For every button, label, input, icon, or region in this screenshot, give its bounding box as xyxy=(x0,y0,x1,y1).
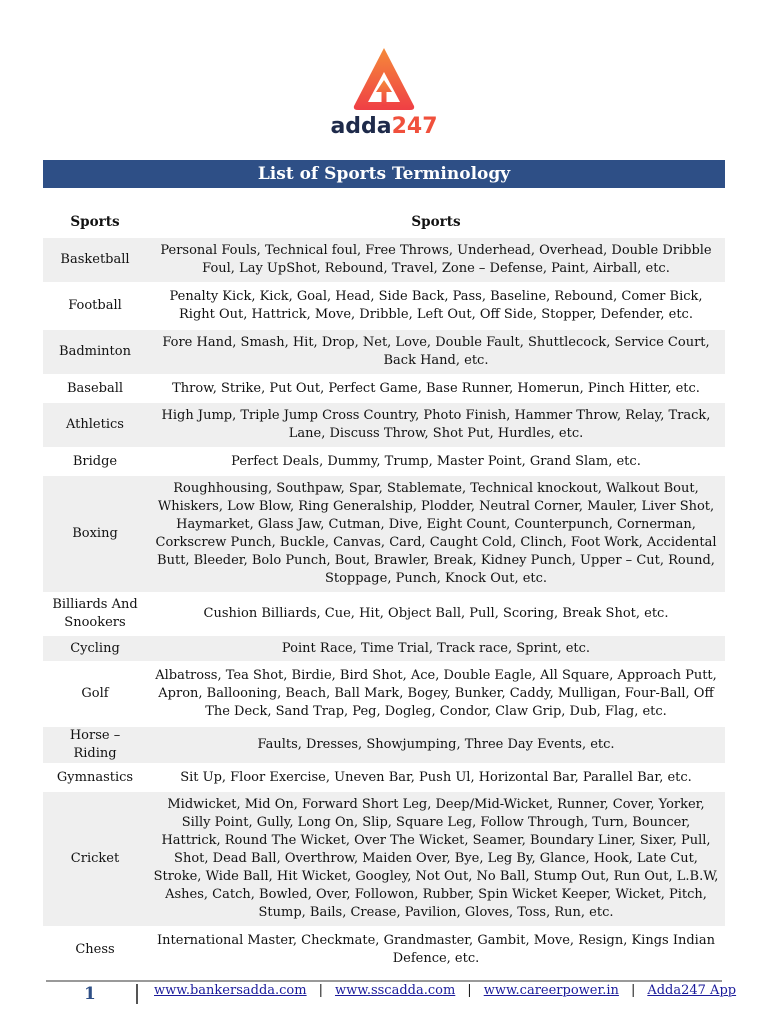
table-row xyxy=(43,476,725,592)
table-row xyxy=(43,284,725,328)
sport-name: Football xyxy=(68,298,122,313)
sport-name: Cricket xyxy=(43,792,147,926)
table-row xyxy=(43,376,725,401)
sport-terms: International Master, Checkmate, Grandmaster, Gambit, Move, Resign, Kings Indian Defence, etc. xyxy=(157,933,715,966)
sport-terms: Albatross, Tea Shot, Birdie, Bird Shot, Ace, Double Eagle, All Square, Approach Putt, Apron, Ballooning, Beach, Ball Mark, Bogey, Bunker, Caddy, Mulligan, Four-Ball, Off The Deck, Sand Trap, Peg, Dogleg, Condor, Claw Grip, Dub, Flag, etc. xyxy=(155,668,717,719)
link-adda247-app[interactable]: Adda247 App xyxy=(647,983,737,998)
sport-name: Athletics xyxy=(43,403,147,447)
adda247-logo-mark-icon xyxy=(352,46,416,112)
footer-vertical-bar xyxy=(136,984,138,1004)
table-row xyxy=(43,928,725,972)
footer-divider xyxy=(46,980,722,982)
page-number: 1 xyxy=(84,984,96,1004)
table-row xyxy=(43,727,725,763)
sport-name: Boxing xyxy=(43,476,147,592)
logo-text-main: adda xyxy=(330,114,392,139)
link-separator: | xyxy=(630,983,636,998)
header-terms: Sports xyxy=(411,214,461,230)
sport-terms: Personal Fouls, Technical foul, Free Throws, Underhead, Overhead, Double Dribble Foul, Lay UpShot, Rebound, Travel, Zone – Defense, Paint, Airball, etc. xyxy=(147,238,725,282)
sport-terms: Perfect Deals, Dummy, Trump, Master Point, Grand Slam, etc. xyxy=(231,453,641,469)
sports-terminology-table xyxy=(43,206,725,974)
sport-terms: Midwicket, Mid On, Forward Short Leg, Deep/Mid-Wicket, Runner, Cover, Yorker, Silly Point, Gully, Long On, Slip, Square Leg, Follow Through, Turn, Bouncer, Hattrick, Round The Wicket, Over The Wicket, Seamer, Boundary Liner, Sixer, Pull, Shot, Dead Ball, Overthrow, Maiden Over, Bye, Leg By, Glance, Hook, Late Cut, Stroke, Wide Ball, Hit Wicket, Googley, Not Out, No Ball, Stump Out, Run Out, L.B.W, Ashes, Catch, Bowled, Over, Followon, Rubber, Spin Wicket Keeper, Wicket, Pitch, Stump, Bails, Crease, Pavilion, Gloves, Toss, Run, etc. xyxy=(147,792,725,926)
sport-name: Billiards And Snookers xyxy=(52,597,138,630)
sport-name: Bridge xyxy=(72,453,118,469)
page-title-banner: List of Sports Terminology xyxy=(43,160,725,188)
sport-name: Cycling xyxy=(43,636,147,661)
link-careerpower[interactable]: www.careerpower.in xyxy=(483,983,619,998)
sport-terms: Throw, Strike, Put Out, Perfect Game, Base Runner, Homerun, Pinch Hitter, etc. xyxy=(172,380,700,396)
adda247-logo xyxy=(328,46,440,142)
sport-name: Badminton xyxy=(43,330,147,374)
sport-name: Horse – Riding xyxy=(43,727,147,763)
sport-terms: Roughhousing, Southpaw, Spar, Stablemate, Technical knockout, Walkout Bout, Whiskers, Low Blow, Ring Generalship, Plodder, Neutral Corner, Mauler, Liver Shot, Haymarket, Glass Jaw, Cutman, Dive, Eight Count, Counterpunch, Cornerman, Corkscrew Punch, Buckle, Canvas, Card, Caught Cold, Clinch, Foot Work, Accidental Butt, Bleeder, Bolo Punch, Bout, Brawler, Break, Kidney Punch, Upper – Cut, Round, Stoppage, Punch, Knock Out, etc. xyxy=(147,476,725,592)
link-sscadda[interactable]: www.sscadda.com xyxy=(334,983,456,998)
header-sports: Sports xyxy=(70,214,120,230)
logo-text-num: 247 xyxy=(391,114,438,139)
table-row xyxy=(43,330,725,374)
table-row xyxy=(43,663,725,725)
sport-terms: Faults, Dresses, Showjumping, Three Day Events, etc. xyxy=(147,727,725,763)
footer-links xyxy=(154,983,736,998)
sport-terms: Cushion Billiards, Cue, Hit, Object Ball, Pull, Scoring, Break Shot, etc. xyxy=(203,606,669,621)
table-row xyxy=(43,449,725,474)
sport-name: Basketball xyxy=(43,238,147,282)
table-row xyxy=(43,765,725,790)
logo-wordmark xyxy=(328,114,440,139)
link-bankersadda[interactable]: www.bankersadda.com xyxy=(154,983,307,998)
table-row xyxy=(43,636,725,661)
table-header-row xyxy=(43,208,725,236)
sport-terms: Sit Up, Floor Exercise, Uneven Bar, Push Ul, Horizontal Bar, Parallel Bar, etc. xyxy=(180,769,692,785)
table-row xyxy=(43,403,725,447)
sport-terms: High Jump, Triple Jump Cross Country, Photo Finish, Hammer Throw, Relay, Track, Lane, Discuss Throw, Shot Put, Hurdles, etc. xyxy=(147,403,725,447)
table-row xyxy=(43,594,725,634)
table-row xyxy=(43,792,725,926)
sport-name: Golf xyxy=(81,686,109,701)
sport-name: Gymnastics xyxy=(56,769,134,785)
link-separator: | xyxy=(467,983,472,998)
link-separator: | xyxy=(318,983,323,998)
sport-name: Baseball xyxy=(66,380,124,396)
sport-terms: Fore Hand, Smash, Hit, Drop, Net, Love, Double Fault, Shuttlecock, Service Court, Back Hand, etc. xyxy=(147,330,725,374)
sport-terms: Point Race, Time Trial, Track race, Sprint, etc. xyxy=(147,636,725,661)
table-row xyxy=(43,238,725,282)
sport-name: Chess xyxy=(75,942,115,957)
sport-terms: Penalty Kick, Kick, Goal, Head, Side Back, Pass, Baseline, Rebound, Comer Bick, Right Out, Hattrick, Move, Dribble, Left Out, Off Side, Stopper, Defender, etc. xyxy=(169,289,703,322)
